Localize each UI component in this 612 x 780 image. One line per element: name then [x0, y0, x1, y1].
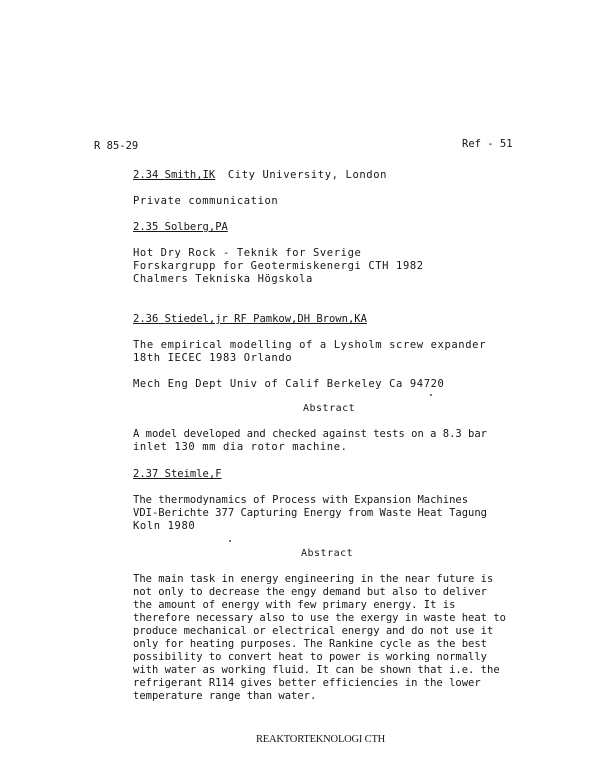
abstract-body [133, 428, 487, 454]
entry-number: 2.37 [133, 468, 159, 480]
entry-heading [133, 221, 424, 234]
abstract-line: refrigerant R114 gives better efficiencies in the lower [133, 677, 481, 689]
abstract-line: only for heating purposes. The Rankine cycle as the best [133, 638, 488, 650]
footer-institution: REAKTORTEKNOLOGI CTH [256, 734, 386, 745]
entry-heading [133, 468, 487, 481]
entry-line: Private communication [133, 195, 279, 207]
abstract-line: inlet 130 mm dia rotor machine. [133, 441, 348, 453]
entry-2-35 [133, 221, 424, 286]
entry-heading [133, 313, 486, 326]
abstract-line: therefore necessary also to use the exergy in waste heat to [133, 612, 506, 624]
entry-2-34 [133, 169, 387, 208]
entry-line: The empirical modelling of a Lysholm screw expander [133, 339, 486, 351]
abstract-label: Abstract [301, 548, 354, 559]
entry-line: Koln 1980 [133, 520, 196, 532]
entry-authors: Steimle,F [164, 468, 222, 480]
entry-line: Chalmers Tekniska Högskola [133, 273, 313, 285]
entry-heading-underlined [133, 169, 215, 181]
entry-line: 18th IECEC 1983 Orlando [133, 352, 293, 364]
abstract-line: possibility to convert heat to power is working normally [133, 651, 488, 663]
entry-authors: Smith,IK [164, 169, 216, 181]
report-number: R 85-29 [94, 140, 139, 152]
abstract-body [133, 573, 506, 703]
abstract-line: A model developed and checked against tests on a 8.3 bar [133, 428, 488, 440]
entry-authors: Solberg,PA [164, 221, 228, 233]
entry-heading-underlined [133, 468, 222, 480]
abstract-label: Abstract [303, 403, 356, 414]
entry-heading [133, 169, 387, 182]
entry-number: 2.36 [133, 313, 159, 325]
abstract-line: temperature range than water. [133, 690, 317, 702]
entry-2-37 [133, 468, 487, 533]
entry-2-36 [133, 313, 486, 391]
entry-line: VDI-Berichte 377 Capturing Energy from Waste Heat Tagung [133, 507, 488, 519]
scan-speck [229, 540, 231, 542]
abstract-line: the amount of energy with few primary energy. It is [133, 599, 456, 611]
entry-address: Mech Eng Dept Univ of Calif Berkeley Ca 94720 [133, 378, 445, 390]
entry-line: Forskargrupp for Geotermiskenergi CTH 1982 [133, 260, 424, 272]
abstract-line: not only to decrease the engy demand but also to deliver [133, 586, 488, 598]
entry-line: Hot Dry Rock - Teknik for Sverige [133, 247, 362, 259]
entry-heading-underlined [133, 221, 228, 233]
page-reference: Ref - 51 [462, 138, 513, 150]
entry-number: 2.35 [133, 221, 159, 233]
abstract-line: with water as working fluid. It can be shown that i.e. the [133, 664, 500, 676]
entry-line: The thermodynamics of Process with Expansion Machines [133, 494, 469, 506]
scan-speck [430, 394, 432, 396]
entry-authors: Stiedel,jr RF Pamkow,DH Brown,KA [164, 313, 367, 325]
abstract-line: The main task in energy engineering in the near future is [133, 573, 494, 585]
entry-number: 2.34 [133, 169, 159, 181]
entry-heading-underlined [133, 313, 367, 325]
entry-affiliation: City University, London [227, 169, 388, 181]
abstract-line: produce mechanical or electrical energy and do not use it [133, 625, 494, 637]
